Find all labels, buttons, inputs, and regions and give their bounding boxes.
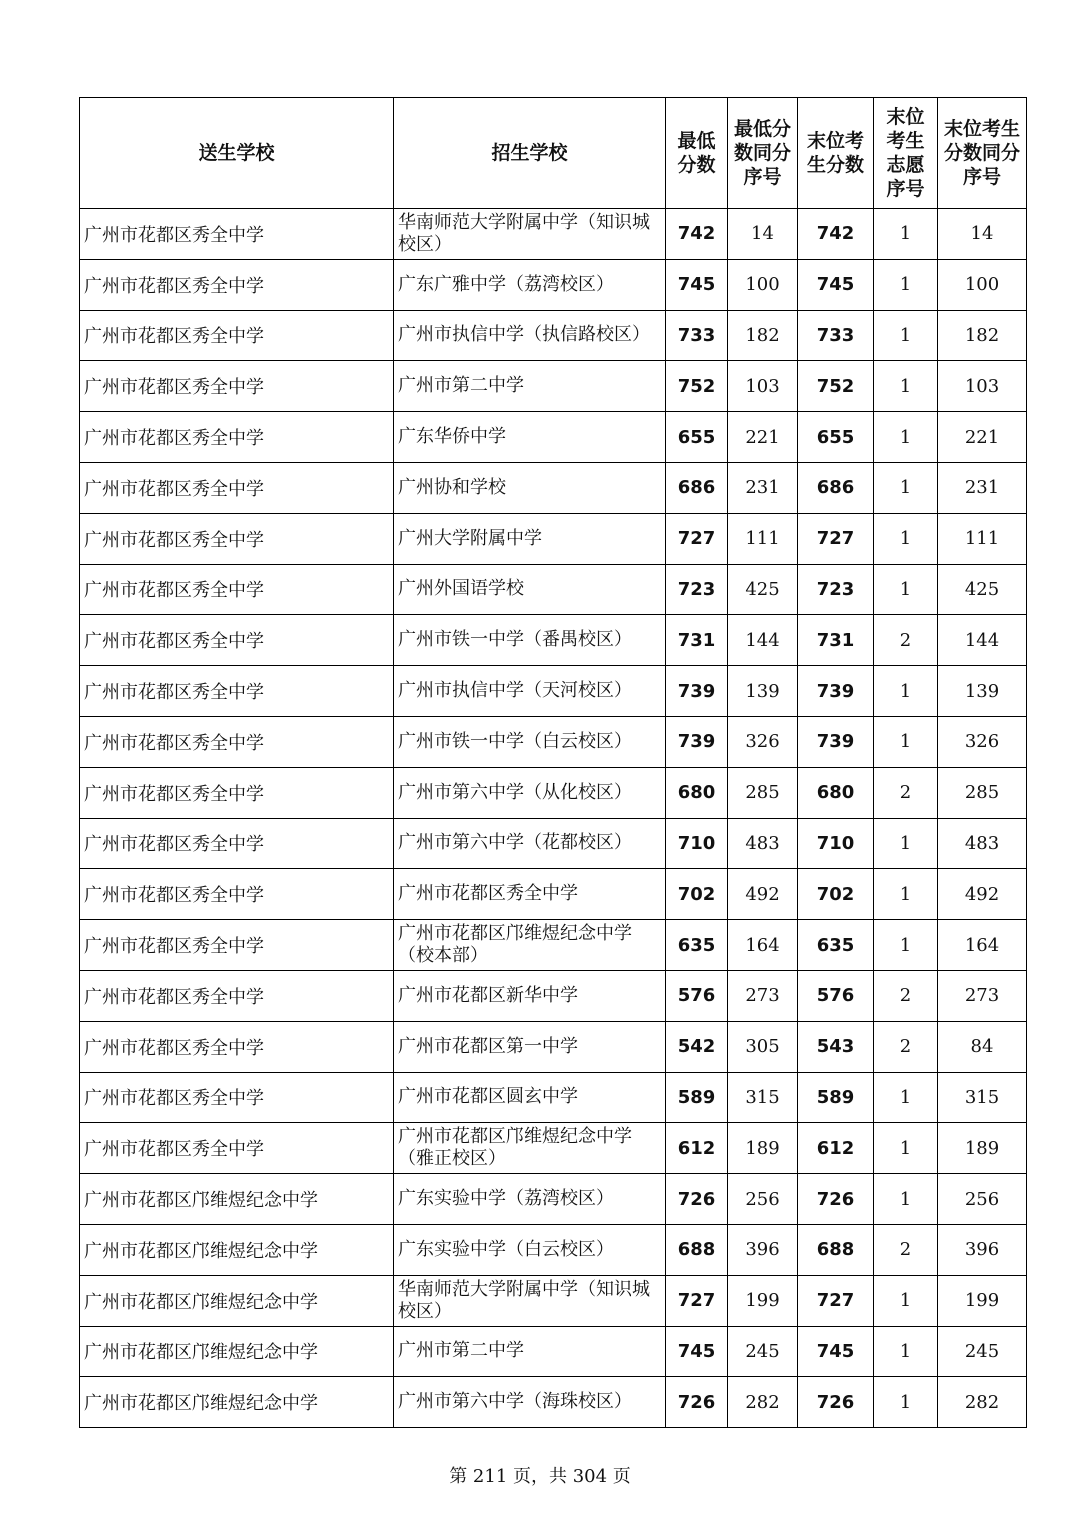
last-student-choice-rank-cell: 1 xyxy=(874,1326,938,1377)
receiving-school-cell: 华南师范大学附属中学（知识城校区） xyxy=(394,1275,666,1326)
min-score-cell: 686 xyxy=(666,462,728,513)
last-student-score-cell: 702 xyxy=(798,869,874,920)
min-score-cell: 680 xyxy=(666,767,728,818)
last-student-score-cell: 742 xyxy=(798,209,874,260)
last-student-tie-rank-cell: 14 xyxy=(938,209,1027,260)
min-score-cell: 752 xyxy=(666,361,728,412)
header-sending-school: 送生学校 xyxy=(80,98,394,209)
min-score-cell: 542 xyxy=(666,1021,728,1072)
min-score-tie-rank-cell: 199 xyxy=(728,1275,798,1326)
receiving-school-cell: 广州外国语学校 xyxy=(394,564,666,615)
header-receiving-school: 招生学校 xyxy=(394,98,666,209)
table-row xyxy=(80,1021,1027,1072)
receiving-school-cell: 广州协和学校 xyxy=(394,462,666,513)
last-student-choice-rank-cell: 1 xyxy=(874,716,938,767)
last-student-choice-rank-cell: 1 xyxy=(874,310,938,361)
table-row xyxy=(80,920,1027,971)
sending-school-cell: 广州市花都区秀全中学 xyxy=(80,970,394,1021)
min-score-cell: 702 xyxy=(666,869,728,920)
min-score-tie-rank-cell: 245 xyxy=(728,1326,798,1377)
admission-score-table xyxy=(79,97,1027,1428)
min-score-cell: 589 xyxy=(666,1072,728,1123)
table-row xyxy=(80,767,1027,818)
last-student-choice-rank-cell: 1 xyxy=(874,1275,938,1326)
receiving-school-cell: 广州市铁一中学（番禺校区） xyxy=(394,615,666,666)
min-score-tie-rank-cell: 425 xyxy=(728,564,798,615)
last-student-tie-rank-cell: 285 xyxy=(938,767,1027,818)
last-student-score-cell: 635 xyxy=(798,920,874,971)
last-student-choice-rank-cell: 1 xyxy=(874,209,938,260)
receiving-school-cell: 广州市花都区邝维煜纪念中学（雅正校区） xyxy=(394,1123,666,1174)
last-student-score-cell: 655 xyxy=(798,412,874,463)
min-score-cell: 742 xyxy=(666,209,728,260)
last-student-choice-rank-cell: 1 xyxy=(874,361,938,412)
last-student-choice-rank-cell: 2 xyxy=(874,615,938,666)
header-last-student-choice-rank-text: 末位考生志愿序号 xyxy=(886,106,925,200)
last-student-choice-rank-cell: 1 xyxy=(874,920,938,971)
table-row xyxy=(80,1123,1027,1174)
min-score-cell: 710 xyxy=(666,818,728,869)
table-row xyxy=(80,361,1027,412)
table-row xyxy=(80,1326,1027,1377)
last-student-score-cell: 576 xyxy=(798,970,874,1021)
last-student-choice-rank-cell: 1 xyxy=(874,666,938,717)
table-row xyxy=(80,716,1027,767)
table-row xyxy=(80,412,1027,463)
last-student-tie-rank-cell: 199 xyxy=(938,1275,1027,1326)
receiving-school-cell: 广州市第六中学（从化校区） xyxy=(394,767,666,818)
min-score-tie-rank-cell: 256 xyxy=(728,1174,798,1225)
sending-school-cell: 广州市花都区秀全中学 xyxy=(80,361,394,412)
receiving-school-cell: 广州市花都区秀全中学 xyxy=(394,869,666,920)
last-student-tie-rank-cell: 282 xyxy=(938,1377,1027,1428)
min-score-cell: 635 xyxy=(666,920,728,971)
last-student-tie-rank-cell: 144 xyxy=(938,615,1027,666)
header-row xyxy=(80,98,1027,209)
table-row xyxy=(80,615,1027,666)
min-score-cell: 727 xyxy=(666,1275,728,1326)
table-row xyxy=(80,564,1027,615)
last-student-tie-rank-cell: 221 xyxy=(938,412,1027,463)
last-student-score-cell: 731 xyxy=(798,615,874,666)
table-row xyxy=(80,513,1027,564)
sending-school-cell: 广州市花都区秀全中学 xyxy=(80,767,394,818)
receiving-school-cell: 广州市执信中学（执信路校区） xyxy=(394,310,666,361)
receiving-school-cell: 广东华侨中学 xyxy=(394,412,666,463)
sending-school-cell: 广州市花都区邝维煜纪念中学 xyxy=(80,1377,394,1428)
last-student-choice-rank-cell: 2 xyxy=(874,970,938,1021)
min-score-cell: 726 xyxy=(666,1377,728,1428)
receiving-school-cell: 广州市第二中学 xyxy=(394,1326,666,1377)
sending-school-cell: 广州市花都区秀全中学 xyxy=(80,615,394,666)
last-student-tie-rank-cell: 231 xyxy=(938,462,1027,513)
sending-school-cell: 广州市花都区秀全中学 xyxy=(80,716,394,767)
last-student-tie-rank-cell: 256 xyxy=(938,1174,1027,1225)
sending-school-cell: 广州市花都区秀全中学 xyxy=(80,666,394,717)
min-score-tie-rank-cell: 483 xyxy=(728,818,798,869)
last-student-choice-rank-cell: 2 xyxy=(874,767,938,818)
min-score-cell: 739 xyxy=(666,716,728,767)
min-score-tie-rank-cell: 103 xyxy=(728,361,798,412)
receiving-school-cell: 广东广雅中学（荔湾校区） xyxy=(394,259,666,310)
sending-school-cell: 广州市花都区邝维煜纪念中学 xyxy=(80,1174,394,1225)
receiving-school-cell: 广东实验中学（荔湾校区） xyxy=(394,1174,666,1225)
last-student-score-cell: 726 xyxy=(798,1377,874,1428)
table-row xyxy=(80,1072,1027,1123)
min-score-tie-rank-cell: 182 xyxy=(728,310,798,361)
min-score-tie-rank-cell: 326 xyxy=(728,716,798,767)
table-body xyxy=(80,209,1027,1428)
last-student-tie-rank-cell: 483 xyxy=(938,818,1027,869)
last-student-score-cell: 612 xyxy=(798,1123,874,1174)
receiving-school-cell: 广州市第六中学（花都校区） xyxy=(394,818,666,869)
last-student-choice-rank-cell: 1 xyxy=(874,818,938,869)
last-student-choice-rank-cell: 1 xyxy=(874,564,938,615)
page-footer: 第 211 页，共 304 页 xyxy=(449,1466,631,1487)
sending-school-cell: 广州市花都区秀全中学 xyxy=(80,1123,394,1174)
min-score-tie-rank-cell: 100 xyxy=(728,259,798,310)
table-row xyxy=(80,1275,1027,1326)
header-min-score-tie-rank-text: 最低分数同分序号 xyxy=(733,118,791,188)
header-last-student-tie-rank xyxy=(938,98,1027,209)
table-row xyxy=(80,209,1027,260)
last-student-tie-rank-cell: 326 xyxy=(938,716,1027,767)
min-score-tie-rank-cell: 285 xyxy=(728,767,798,818)
sending-school-cell: 广州市花都区邝维煜纪念中学 xyxy=(80,1224,394,1275)
receiving-school-cell: 广州市铁一中学（白云校区） xyxy=(394,716,666,767)
last-student-choice-rank-cell: 1 xyxy=(874,1377,938,1428)
min-score-cell: 726 xyxy=(666,1174,728,1225)
receiving-school-cell: 广州市花都区邝维煜纪念中学（校本部） xyxy=(394,920,666,971)
table-row xyxy=(80,310,1027,361)
min-score-tie-rank-cell: 221 xyxy=(728,412,798,463)
last-student-tie-rank-cell: 315 xyxy=(938,1072,1027,1123)
receiving-school-cell: 华南师范大学附属中学（知识城校区） xyxy=(394,209,666,260)
header-min-score-text: 最低分数 xyxy=(677,130,716,176)
last-student-score-cell: 727 xyxy=(798,1275,874,1326)
last-student-tie-rank-cell: 245 xyxy=(938,1326,1027,1377)
table-row xyxy=(80,1377,1027,1428)
last-student-score-cell: 543 xyxy=(798,1021,874,1072)
last-student-score-cell: 726 xyxy=(798,1174,874,1225)
last-student-score-cell: 686 xyxy=(798,462,874,513)
last-student-tie-rank-cell: 100 xyxy=(938,259,1027,310)
receiving-school-cell: 广东实验中学（白云校区） xyxy=(394,1224,666,1275)
last-student-score-cell: 688 xyxy=(798,1224,874,1275)
table-row xyxy=(80,462,1027,513)
table-row xyxy=(80,666,1027,717)
receiving-school-cell: 广州市执信中学（天河校区） xyxy=(394,666,666,717)
last-student-choice-rank-cell: 1 xyxy=(874,412,938,463)
last-student-score-cell: 589 xyxy=(798,1072,874,1123)
table-row xyxy=(80,259,1027,310)
last-student-choice-rank-cell: 1 xyxy=(874,869,938,920)
last-student-score-cell: 739 xyxy=(798,716,874,767)
last-student-tie-rank-cell: 164 xyxy=(938,920,1027,971)
header-last-student-tie-rank-text: 末位考生分数同分序号 xyxy=(943,118,1020,188)
last-student-choice-rank-cell: 1 xyxy=(874,462,938,513)
last-student-score-cell: 739 xyxy=(798,666,874,717)
min-score-cell: 745 xyxy=(666,259,728,310)
min-score-cell: 731 xyxy=(666,615,728,666)
min-score-cell: 655 xyxy=(666,412,728,463)
sending-school-cell: 广州市花都区秀全中学 xyxy=(80,1021,394,1072)
min-score-tie-rank-cell: 315 xyxy=(728,1072,798,1123)
min-score-tie-rank-cell: 164 xyxy=(728,920,798,971)
receiving-school-cell: 广州市花都区圆玄中学 xyxy=(394,1072,666,1123)
min-score-tie-rank-cell: 231 xyxy=(728,462,798,513)
sending-school-cell: 广州市花都区秀全中学 xyxy=(80,920,394,971)
last-student-score-cell: 710 xyxy=(798,818,874,869)
last-student-score-cell: 680 xyxy=(798,767,874,818)
min-score-cell: 612 xyxy=(666,1123,728,1174)
sending-school-cell: 广州市花都区秀全中学 xyxy=(80,869,394,920)
sending-school-cell: 广州市花都区秀全中学 xyxy=(80,462,394,513)
min-score-tie-rank-cell: 492 xyxy=(728,869,798,920)
last-student-tie-rank-cell: 103 xyxy=(938,361,1027,412)
last-student-tie-rank-cell: 396 xyxy=(938,1224,1027,1275)
min-score-cell: 688 xyxy=(666,1224,728,1275)
min-score-tie-rank-cell: 273 xyxy=(728,970,798,1021)
last-student-choice-rank-cell: 2 xyxy=(874,1021,938,1072)
sending-school-cell: 广州市花都区秀全中学 xyxy=(80,209,394,260)
table-row xyxy=(80,869,1027,920)
sending-school-cell: 广州市花都区秀全中学 xyxy=(80,513,394,564)
last-student-tie-rank-cell: 139 xyxy=(938,666,1027,717)
last-student-score-cell: 745 xyxy=(798,1326,874,1377)
table-row xyxy=(80,818,1027,869)
last-student-choice-rank-cell: 1 xyxy=(874,1072,938,1123)
header-min-score-tie-rank xyxy=(728,98,798,209)
sending-school-cell: 广州市花都区秀全中学 xyxy=(80,818,394,869)
last-student-choice-rank-cell: 1 xyxy=(874,259,938,310)
min-score-cell: 576 xyxy=(666,970,728,1021)
min-score-cell: 727 xyxy=(666,513,728,564)
last-student-tie-rank-cell: 84 xyxy=(938,1021,1027,1072)
header-last-student-score-text: 末位考生分数 xyxy=(806,130,864,176)
receiving-school-cell: 广州市第六中学（海珠校区） xyxy=(394,1377,666,1428)
min-score-tie-rank-cell: 14 xyxy=(728,209,798,260)
min-score-tie-rank-cell: 144 xyxy=(728,615,798,666)
sending-school-cell: 广州市花都区秀全中学 xyxy=(80,564,394,615)
last-student-tie-rank-cell: 273 xyxy=(938,970,1027,1021)
last-student-score-cell: 745 xyxy=(798,259,874,310)
min-score-cell: 723 xyxy=(666,564,728,615)
header-min-score xyxy=(666,98,728,209)
sending-school-cell: 广州市花都区秀全中学 xyxy=(80,310,394,361)
min-score-tie-rank-cell: 305 xyxy=(728,1021,798,1072)
last-student-score-cell: 727 xyxy=(798,513,874,564)
receiving-school-cell: 广州市花都区第一中学 xyxy=(394,1021,666,1072)
table-row xyxy=(80,970,1027,1021)
min-score-tie-rank-cell: 282 xyxy=(728,1377,798,1428)
header-last-student-choice-rank xyxy=(874,98,938,209)
last-student-tie-rank-cell: 492 xyxy=(938,869,1027,920)
last-student-tie-rank-cell: 111 xyxy=(938,513,1027,564)
sending-school-cell: 广州市花都区秀全中学 xyxy=(80,1072,394,1123)
min-score-cell: 739 xyxy=(666,666,728,717)
receiving-school-cell: 广州大学附属中学 xyxy=(394,513,666,564)
min-score-cell: 745 xyxy=(666,1326,728,1377)
sending-school-cell: 广州市花都区邝维煜纪念中学 xyxy=(80,1275,394,1326)
last-student-score-cell: 733 xyxy=(798,310,874,361)
last-student-choice-rank-cell: 2 xyxy=(874,1224,938,1275)
last-student-choice-rank-cell: 1 xyxy=(874,513,938,564)
table-row xyxy=(80,1224,1027,1275)
sending-school-cell: 广州市花都区邝维煜纪念中学 xyxy=(80,1326,394,1377)
receiving-school-cell: 广州市花都区新华中学 xyxy=(394,970,666,1021)
last-student-choice-rank-cell: 1 xyxy=(874,1174,938,1225)
header-last-student-score xyxy=(798,98,874,209)
min-score-cell: 733 xyxy=(666,310,728,361)
receiving-school-cell: 广州市第二中学 xyxy=(394,361,666,412)
table-row xyxy=(80,1174,1027,1225)
last-student-tie-rank-cell: 182 xyxy=(938,310,1027,361)
min-score-tie-rank-cell: 139 xyxy=(728,666,798,717)
last-student-tie-rank-cell: 189 xyxy=(938,1123,1027,1174)
sending-school-cell: 广州市花都区秀全中学 xyxy=(80,259,394,310)
min-score-tie-rank-cell: 396 xyxy=(728,1224,798,1275)
last-student-choice-rank-cell: 1 xyxy=(874,1123,938,1174)
min-score-tie-rank-cell: 189 xyxy=(728,1123,798,1174)
min-score-tie-rank-cell: 111 xyxy=(728,513,798,564)
last-student-score-cell: 723 xyxy=(798,564,874,615)
last-student-score-cell: 752 xyxy=(798,361,874,412)
last-student-tie-rank-cell: 425 xyxy=(938,564,1027,615)
sending-school-cell: 广州市花都区秀全中学 xyxy=(80,412,394,463)
